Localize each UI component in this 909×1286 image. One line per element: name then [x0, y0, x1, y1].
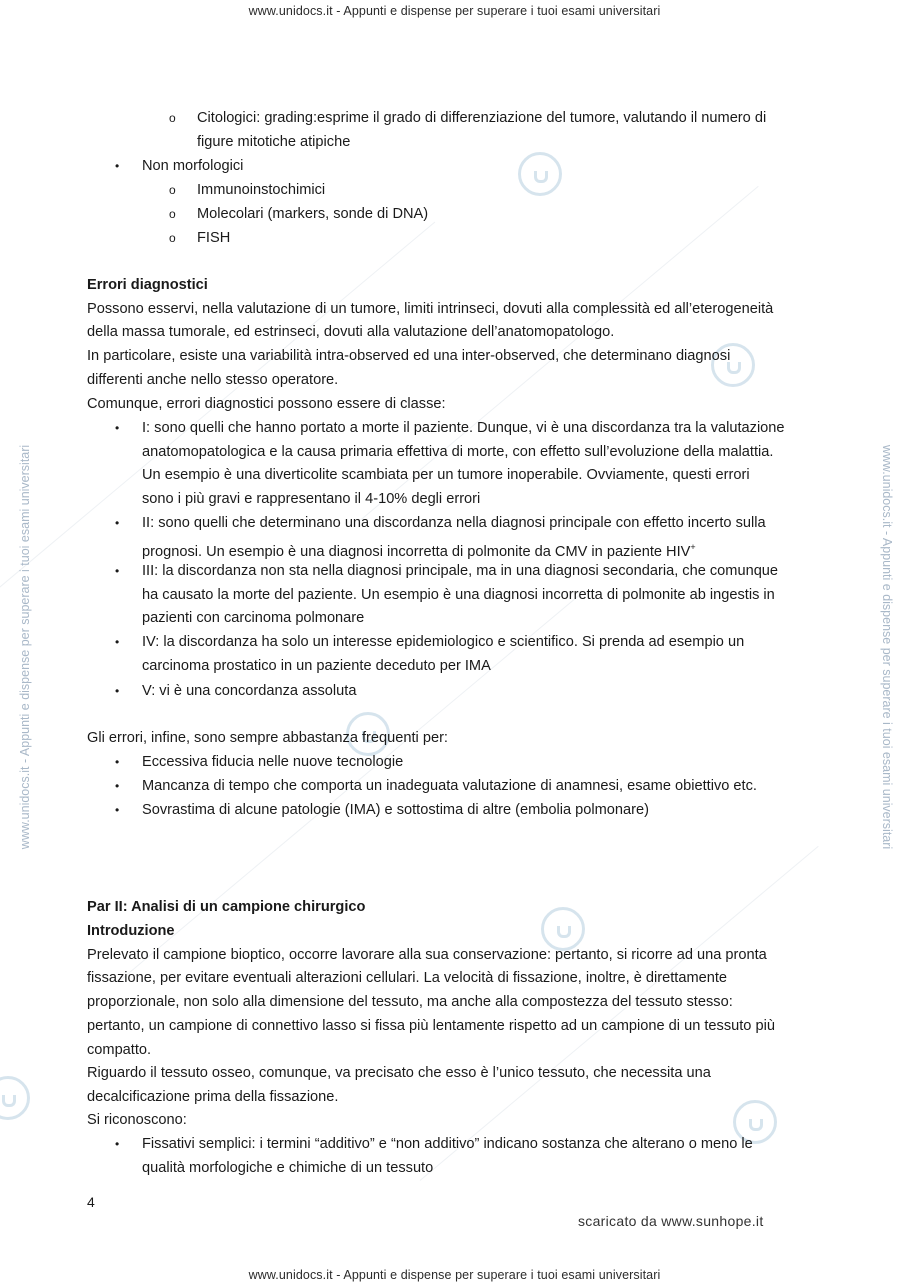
- list-item: Non morfologici: [142, 158, 244, 174]
- list-item: qualità morfologiche e chimiche di un tessuto: [142, 1160, 434, 1176]
- list-marker: o: [169, 183, 176, 197]
- list-item: III: la discordanza non sta nella diagnosi principale, ma in una diagnosi secondaria, che comunque: [142, 563, 779, 579]
- list-item: pazienti con carcinoma polmonare: [142, 610, 365, 626]
- list-item: ha causato la morte del paziente. Un esempio è una diagnosi incorretta di polmonite ab ingestis in: [142, 587, 775, 603]
- footer-credit: scaricato da www.sunhope.it: [578, 1213, 764, 1229]
- paragraph-line: pertanto, un campione di connettivo lasso si fissa più lentamente rispetto ad un campione di un tessuto più: [87, 1018, 775, 1034]
- paragraph-line: decalcificazione prima della fissazione.: [87, 1089, 339, 1105]
- bullet: •: [115, 159, 120, 173]
- bullet: •: [115, 1137, 120, 1151]
- paragraph-line: differenti anche nello stesso operatore.: [87, 372, 339, 388]
- bullet: •: [115, 803, 120, 817]
- section-subheading: Introduzione: [87, 923, 175, 939]
- bullet: •: [115, 516, 120, 530]
- header-watermark: [0, 4, 909, 18]
- list-marker: o: [169, 207, 176, 221]
- list-item: Mancanza di tempo che comporta un inadeguata valutazione di anamnesi, esame obiettivo etc.: [142, 778, 757, 794]
- paragraph-line: compatto.: [87, 1042, 152, 1058]
- paragraph-line: In particolare, esiste una variabilità intra-observed ed una inter-observed, che determinano diagnosi: [87, 348, 731, 364]
- paragraph-line: proporzionale, non solo alla dimensione del tessuto, ma anche alla compostezza del tessuto stesso:: [87, 994, 733, 1010]
- paragraph-line: fissazione, per evitare eventuali alterazioni cellulari. La velocità di fissazione, inoltre, è direttamente: [87, 970, 728, 986]
- list-item-text: prognosi. Un esempio è una diagnosi incorretta di polmonite da CMV in paziente HIV: [142, 543, 691, 560]
- bullet: •: [115, 564, 120, 578]
- paragraph-line: Comunque, errori diagnostici possono essere di classe:: [87, 396, 446, 412]
- list-item: Un esempio è una diverticolite scambiata per un tumore inoperabile. Ovviamente, questi errori: [142, 467, 750, 483]
- section-heading: Par II: Analisi di un campione chirurgico: [87, 899, 366, 915]
- paragraph-line: Gli errori, infine, sono sempre abbastanza frequenti per:: [87, 730, 448, 746]
- list-marker: o: [169, 231, 176, 245]
- unidocs-logo-icon: [518, 152, 562, 196]
- paragraph-line: Possono esservi, nella valutazione di un tumore, limiti intrinseci, dovuti alla complessità ed all’eterogeneità: [87, 301, 774, 317]
- list-item: sono i più gravi e rappresentano il 4-10% degli errori: [142, 491, 481, 507]
- list-item: Fissativi semplici: i termini “additivo” e “non additivo” indicano sostanza che alterano o meno le: [142, 1136, 753, 1152]
- unidocs-logo-icon: [0, 1076, 30, 1120]
- list-item: carcinoma prostatico in un paziente deceduto per IMA: [142, 658, 491, 674]
- list-item: FISH: [197, 230, 231, 246]
- bullet: •: [115, 421, 120, 435]
- list-item: V: vi è una concordanza assoluta: [142, 683, 357, 699]
- bullet: •: [115, 635, 120, 649]
- footer-watermark-text: www.unidocs.it - Appunti e dispense per superare i tuoi esami universitari: [248, 1268, 661, 1282]
- paragraph-line: Si riconoscono:: [87, 1112, 187, 1128]
- section-heading: Errori diagnostici: [87, 277, 208, 293]
- list-item: II: sono quelli che determinano una discordanza nella diagnosi principale con effetto incerto sulla: [142, 515, 766, 531]
- footer-watermark: [0, 1268, 909, 1282]
- list-item: Citologici: grading:esprime il grado di differenziazione del tumore, valutando il numero di: [197, 110, 767, 126]
- list-item: Molecolari (markers, sonde di DNA): [197, 206, 429, 222]
- bullet: •: [115, 684, 120, 698]
- bullet: •: [115, 779, 120, 793]
- list-item: I: sono quelli che hanno portato a morte il paziente. Dunque, vi è una discordanza tra la valutazione: [142, 420, 785, 436]
- list-item: Sovrastima di alcune patologie (IMA) e sottostima di altre (embolia polmonare): [142, 802, 649, 818]
- list-item: anatomopatologica e la causa primaria effettiva di morte, con effetto sull’evoluzione della malattia.: [142, 444, 774, 460]
- list-item: figure mitotiche atipiche: [197, 134, 351, 150]
- paragraph-line: Prelevato il campione bioptico, occorre lavorare alla sua conservazione: pertanto, si ricorre ad una pronta: [87, 947, 767, 963]
- side-watermark-right: www.unidocs.it - Appunti e dispense per superare i tuoi esami universitari: [880, 444, 894, 850]
- page-number: 4: [87, 1194, 95, 1210]
- list-marker: o: [169, 111, 176, 125]
- side-watermark-left: www.unidocs.it - Appunti e dispense per superare i tuoi esami universitari: [18, 444, 32, 850]
- header-text: www.unidocs.it - Appunti e dispense per superare i tuoi esami universitari: [248, 4, 661, 18]
- superscript: +: [690, 542, 696, 552]
- list-item: IV: la discordanza ha solo un interesse epidemiologico e scientifico. Si prenda ad esempio un: [142, 634, 745, 650]
- bullet: •: [115, 755, 120, 769]
- paragraph-line: Riguardo il tessuto osseo, comunque, va precisato che esso è l’unico tessuto, che necessita una: [87, 1065, 711, 1081]
- list-item: Immunoinstochimici: [197, 182, 326, 198]
- paragraph-line: della massa tumorale, ed estrinseci, dovuti alla valutazione dell’anatomopatologo.: [87, 324, 615, 340]
- list-item: Eccessiva fiducia nelle nuove tecnologie: [142, 754, 404, 770]
